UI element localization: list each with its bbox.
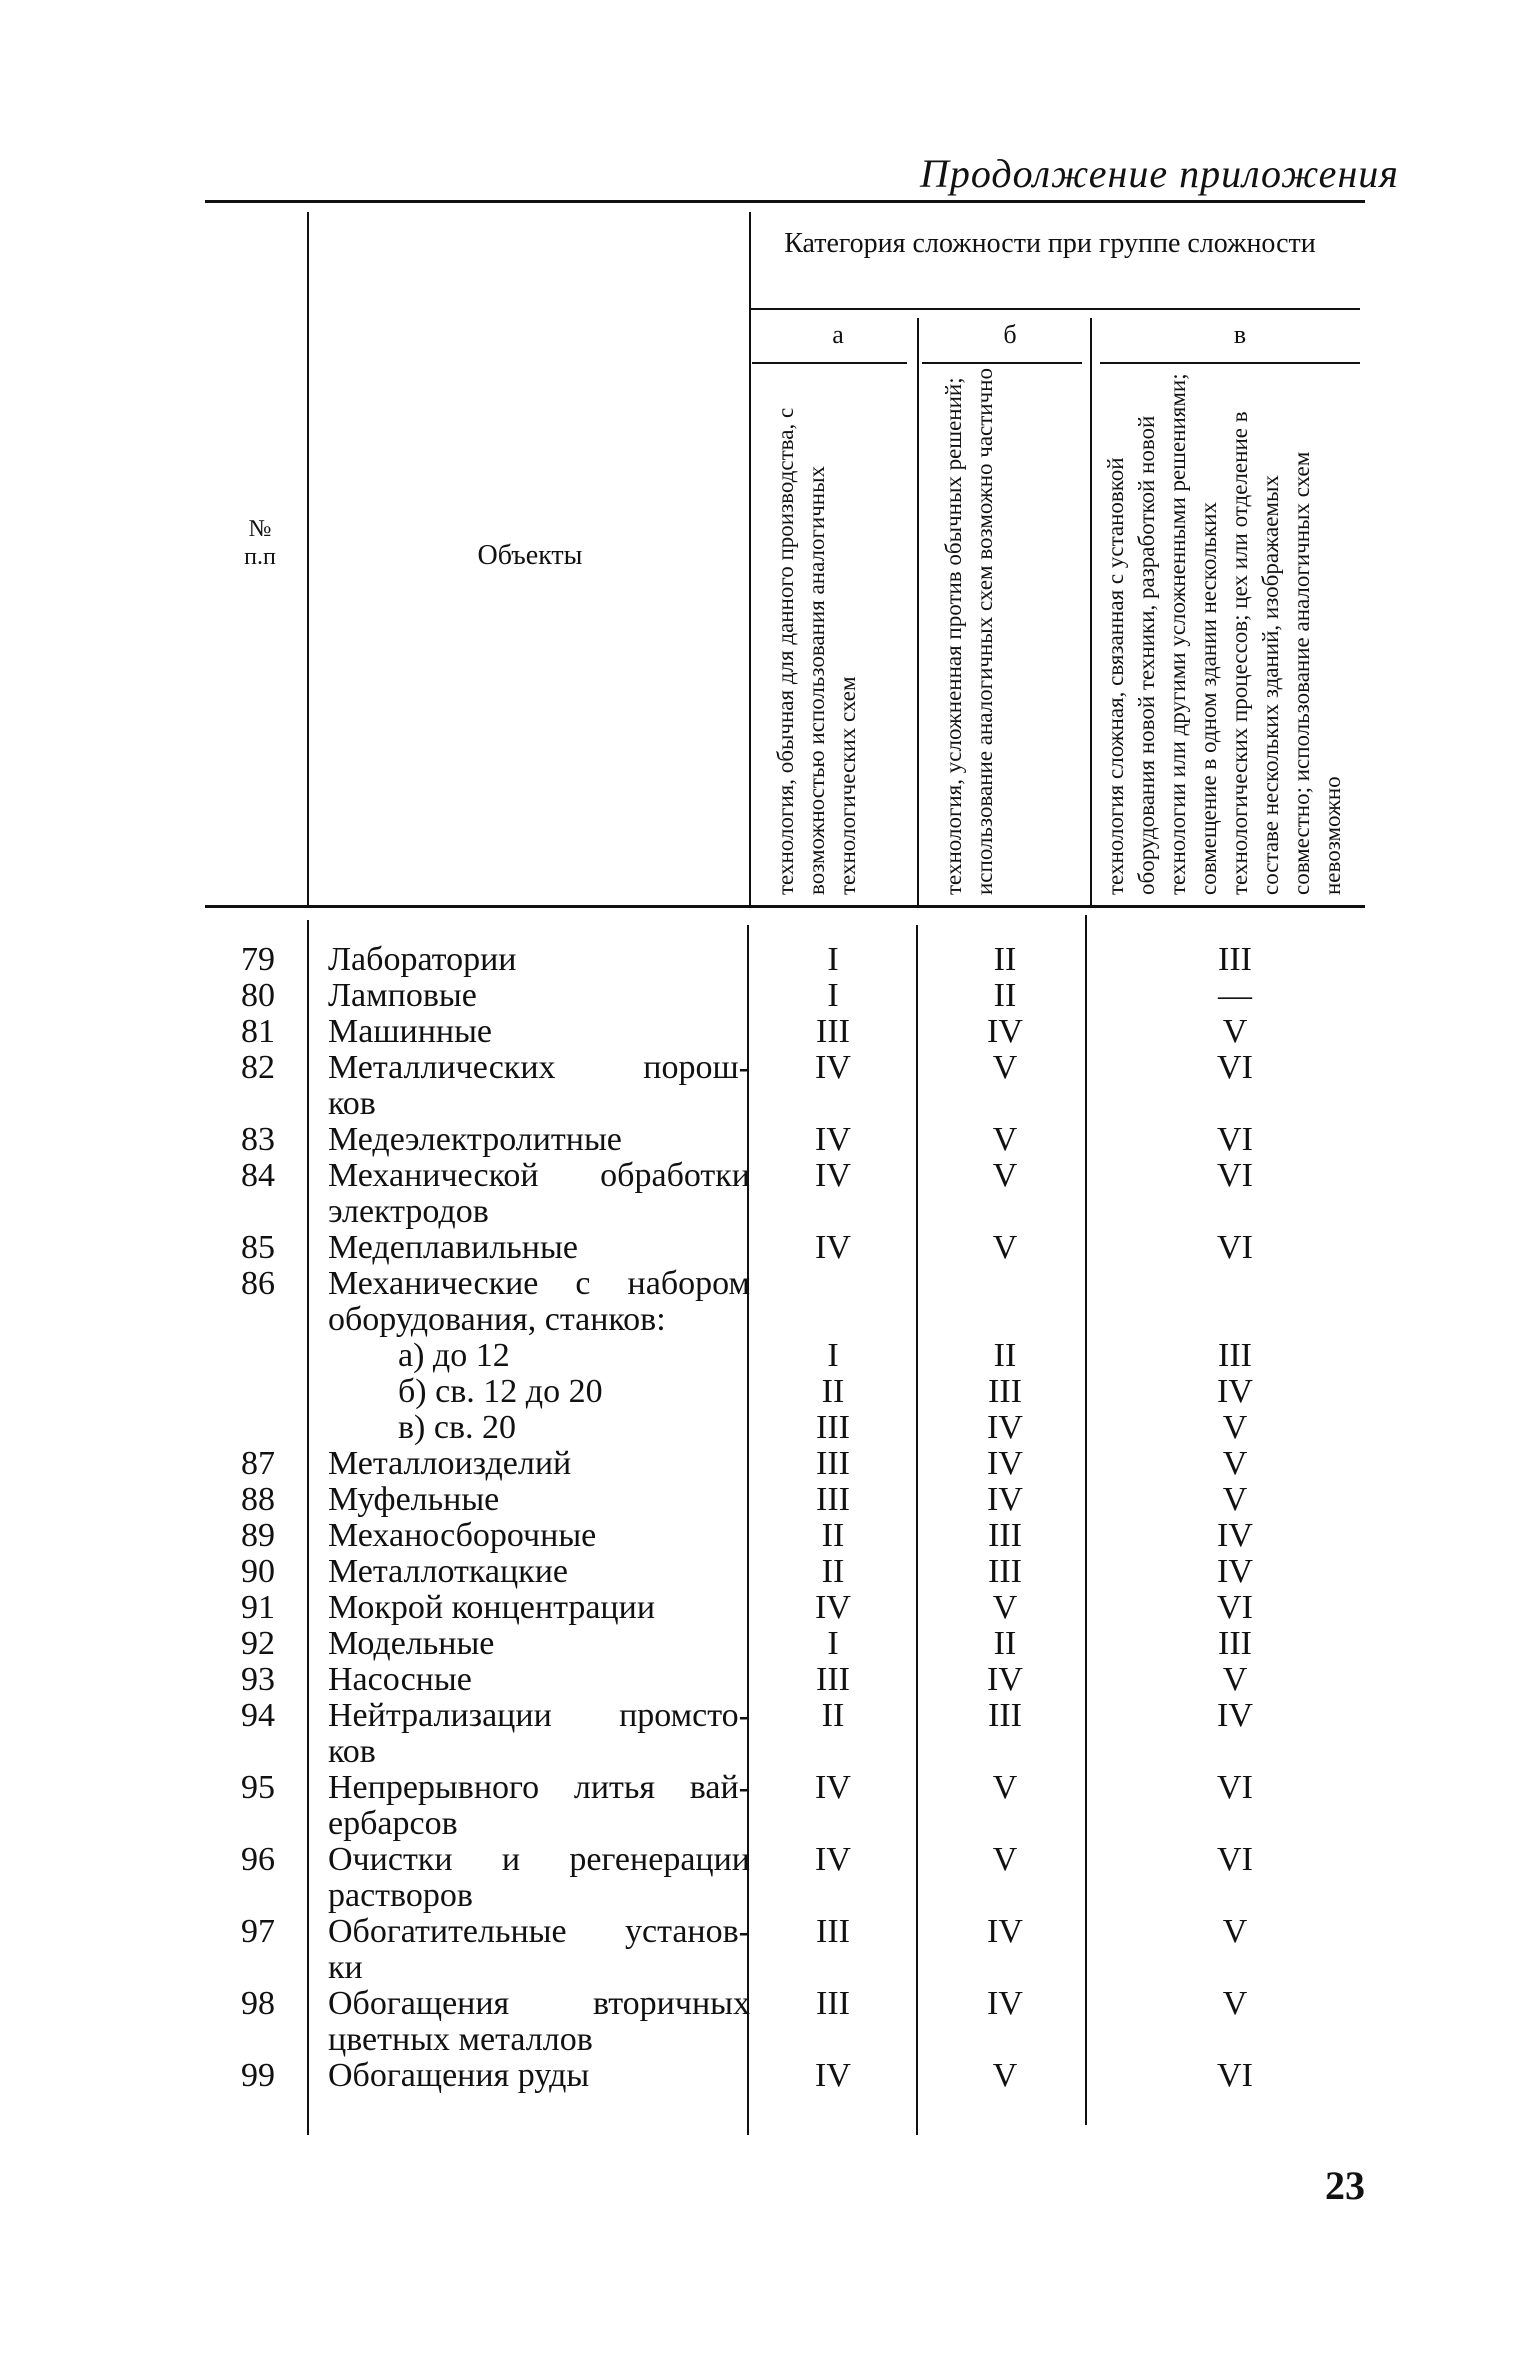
category-cell-b: IV <box>987 1409 1023 1446</box>
group-c-description-wrap <box>1100 365 1345 895</box>
category-header: Категория сложности при группе сложности <box>784 228 1316 259</box>
page-number: 23 <box>1325 2163 1365 2208</box>
category-cell-b: III <box>988 1517 1022 1554</box>
category-cell-b: V <box>992 2057 1018 2094</box>
row-object: оборудования, станков: <box>328 1301 666 1338</box>
row-object: ков <box>328 1085 376 1122</box>
number-column-header <box>210 515 310 571</box>
category-cell-b: V <box>992 1769 1018 1806</box>
category-cell-c: VI <box>1217 1121 1253 1158</box>
row-object: Непрерывного литья вай- <box>328 1769 750 1806</box>
category-cell-c: V <box>1222 1481 1248 1518</box>
category-cell-b: II <box>993 941 1017 978</box>
row-number: 84 <box>241 1157 275 1194</box>
row-object: цветных металлов <box>328 2021 593 2058</box>
category-cell-a: IV <box>815 2057 851 2094</box>
category-cell-c: V <box>1222 1661 1248 1698</box>
row-object: Металлических порош- <box>328 1049 750 1086</box>
row-object: Обогащения вторичных <box>328 1985 750 2022</box>
row-object: Машинные <box>328 1013 493 1050</box>
category-cell-a: I <box>827 1337 839 1374</box>
row-object: Насосные <box>328 1661 472 1698</box>
category-cell-a: III <box>816 1445 850 1482</box>
number-abbrev: п.п <box>244 544 276 570</box>
header-bottom-rule <box>205 905 1365 908</box>
category-cell-c: III <box>1218 941 1252 978</box>
row-object: Механической обработки <box>328 1157 750 1194</box>
category-cell-a: III <box>816 1985 850 2022</box>
group-c-label: в <box>1233 320 1247 349</box>
col-divider-1-body <box>307 920 309 2135</box>
row-number: 81 <box>241 1013 275 1050</box>
subgroup-rule-b <box>922 362 1082 364</box>
row-number: 92 <box>241 1625 275 1662</box>
row-object: Обогатительные установ- <box>328 1913 750 1950</box>
group-a-description-wrap <box>770 365 870 895</box>
row-number: 88 <box>241 1481 275 1518</box>
category-cell-b: II <box>993 977 1017 1014</box>
row-object: Мокрой концентрации <box>328 1589 656 1626</box>
row-object: Обогащения руды <box>328 2057 590 2094</box>
col-divider-4-body <box>1085 915 1087 2125</box>
row-object: Модельные <box>328 1625 495 1662</box>
category-cell-b: III <box>988 1553 1022 1590</box>
row-object: ки <box>328 1949 363 1986</box>
page-caption: Продолжение приложения <box>920 151 1399 196</box>
category-cell-c: VI <box>1217 1841 1253 1878</box>
category-cell-c: V <box>1222 1913 1248 1950</box>
row-object: Нейтрализации промсто- <box>328 1697 750 1734</box>
col-divider-4-header <box>1090 318 1092 905</box>
category-rule <box>750 308 1360 310</box>
row-number: 80 <box>241 977 275 1014</box>
row-object: Медеплавильные <box>328 1229 578 1266</box>
table-top-rule <box>205 200 1365 203</box>
row-object: а) до 12 <box>398 1337 510 1374</box>
category-cell-a: IV <box>815 1589 851 1626</box>
category-cell-a: IV <box>815 1157 851 1194</box>
category-cell-a: IV <box>815 1229 851 1266</box>
row-number: 94 <box>241 1697 275 1734</box>
category-cell-a: III <box>816 1481 850 1518</box>
category-cell-a: III <box>816 1013 850 1050</box>
subgroup-rule-c <box>1100 362 1360 364</box>
category-cell-a: I <box>827 941 839 978</box>
row-number: 89 <box>241 1517 275 1554</box>
group-b-label: б <box>1003 320 1017 349</box>
category-cell-c: — <box>1218 977 1252 1014</box>
row-object: в) св. 20 <box>398 1409 517 1446</box>
category-cell-a: II <box>821 1553 845 1590</box>
subgroup-rule-a <box>752 362 907 364</box>
row-number: 91 <box>241 1589 275 1626</box>
category-cell-b: V <box>992 1049 1018 1086</box>
row-object: Лаборатории <box>328 941 517 978</box>
row-number: 97 <box>241 1913 275 1950</box>
category-cell-c: V <box>1222 1013 1248 1050</box>
category-cell-c: IV <box>1217 1517 1253 1554</box>
category-cell-c: III <box>1218 1625 1252 1662</box>
category-cell-b: V <box>992 1589 1018 1626</box>
category-cell-a: II <box>821 1697 845 1734</box>
col-divider-3-header <box>917 318 919 905</box>
col-divider-3-body <box>916 925 918 2135</box>
row-object: Металлоизделий <box>328 1445 572 1482</box>
category-cell-c: VI <box>1217 1769 1253 1806</box>
category-cell-c: V <box>1222 1445 1248 1482</box>
category-cell-b: III <box>988 1697 1022 1734</box>
category-cell-c: VI <box>1217 2057 1253 2094</box>
category-cell-a: II <box>821 1517 845 1554</box>
category-cell-c: VI <box>1217 1589 1253 1626</box>
group-a-description: технология, обычная для данного производства, с возможностью использования аналогичных технологических схем <box>773 407 860 895</box>
number-sign: № <box>248 516 272 542</box>
group-a-label: а <box>832 320 844 349</box>
row-object: ербарсов <box>328 1805 458 1842</box>
row-number: 96 <box>241 1841 275 1878</box>
category-cell-b: IV <box>987 1985 1023 2022</box>
row-object: Ламповые <box>328 977 477 1014</box>
category-cell-a: IV <box>815 1841 851 1878</box>
category-cell-c: V <box>1222 1985 1248 2022</box>
row-number: 98 <box>241 1985 275 2022</box>
row-object: Муфельные <box>328 1481 500 1518</box>
category-cell-a: I <box>827 977 839 1014</box>
category-cell-b: V <box>992 1229 1018 1266</box>
row-object: Механосборочные <box>328 1517 597 1554</box>
row-number: 86 <box>241 1265 275 1302</box>
category-cell-b: III <box>988 1373 1022 1410</box>
row-number: 90 <box>241 1553 275 1590</box>
row-number: 85 <box>241 1229 275 1266</box>
row-object: Очистки и регенерации <box>328 1841 750 1878</box>
category-cell-b: IV <box>987 1481 1023 1518</box>
row-number: 79 <box>241 941 275 978</box>
category-cell-a: I <box>827 1625 839 1662</box>
row-object: б) св. 12 до 20 <box>398 1373 603 1410</box>
objects-column-header: Объекты <box>477 540 583 571</box>
category-cell-c: IV <box>1217 1373 1253 1410</box>
row-number: 83 <box>241 1121 275 1158</box>
row-number: 99 <box>241 2057 275 2094</box>
row-object: Медеэлектролитные <box>328 1121 622 1158</box>
category-cell-b: V <box>992 1121 1018 1158</box>
row-object: Металлоткацкие <box>328 1553 568 1590</box>
row-number: 93 <box>241 1661 275 1698</box>
category-cell-b: II <box>993 1625 1017 1662</box>
category-cell-a: III <box>816 1661 850 1698</box>
category-cell-c: III <box>1218 1337 1252 1374</box>
category-cell-c: IV <box>1217 1553 1253 1590</box>
category-cell-c: VI <box>1217 1157 1253 1194</box>
row-object: растворов <box>328 1877 473 1914</box>
row-object: Механические с набором <box>328 1265 750 1302</box>
category-cell-a: IV <box>815 1769 851 1806</box>
row-number: 95 <box>241 1769 275 1806</box>
category-cell-b: II <box>993 1337 1017 1374</box>
category-cell-b: IV <box>987 1445 1023 1482</box>
group-b-description-wrap <box>938 365 1038 895</box>
category-cell-c: IV <box>1217 1697 1253 1734</box>
row-object: ков <box>328 1733 376 1770</box>
category-cell-a: III <box>816 1409 850 1446</box>
category-cell-c: VI <box>1217 1229 1253 1266</box>
row-number: 82 <box>241 1049 275 1086</box>
category-cell-b: IV <box>987 1661 1023 1698</box>
row-object: электродов <box>328 1193 489 1230</box>
category-cell-c: V <box>1222 1409 1248 1446</box>
category-cell-b: IV <box>987 1913 1023 1950</box>
category-cell-a: IV <box>815 1049 851 1086</box>
row-number: 87 <box>241 1445 275 1482</box>
category-cell-c: VI <box>1217 1049 1253 1086</box>
category-cell-b: IV <box>987 1013 1023 1050</box>
group-b-description: технология, усложненная против обычных решений; использование аналогичных схем возможно частично <box>941 368 997 895</box>
category-cell-a: III <box>816 1913 850 1950</box>
group-c-description: технология сложная, связанная с установкой оборудования новой техники, разработкой новой технологии или другими усложненными решениями; совмещение в одном здании нескольких технологических процессов; цех или отделение в составе нескольких зданий, изображаемых совместно; использование аналогичных схем невозможно <box>1103 373 1345 895</box>
category-cell-b: V <box>992 1157 1018 1194</box>
category-cell-a: II <box>821 1373 845 1410</box>
category-cell-b: V <box>992 1841 1018 1878</box>
category-cell-a: IV <box>815 1121 851 1158</box>
